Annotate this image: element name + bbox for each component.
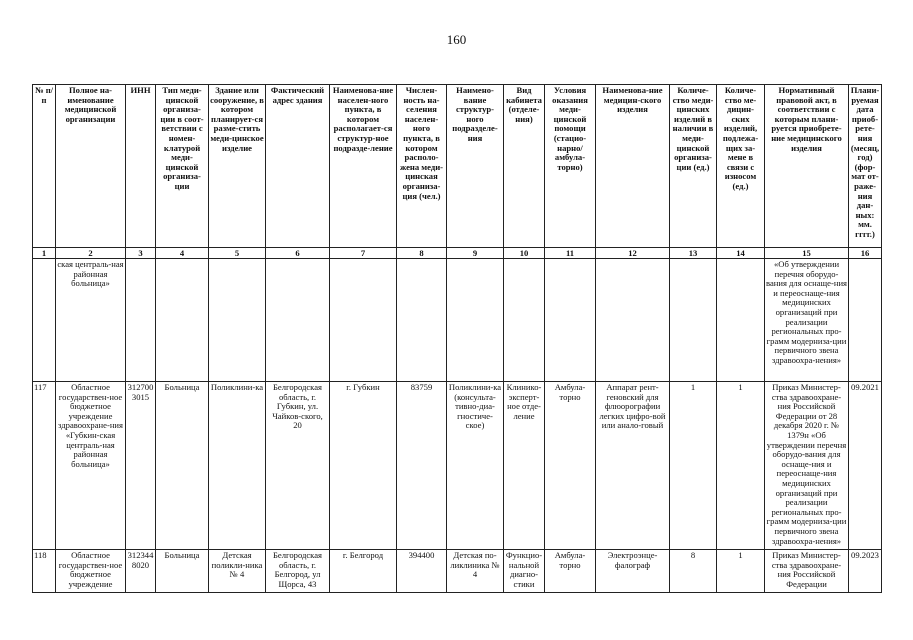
column-number-3: 3 (126, 248, 156, 259)
table-cell: 09.2023 (849, 550, 882, 593)
table-cell (545, 259, 596, 382)
header-row (33, 85, 882, 248)
table-cell (266, 259, 330, 382)
table-cell (397, 259, 447, 382)
table-cell (33, 259, 56, 382)
column-header-5: Здание или сооружение, в котором планирует-ся разме-стить меди-цинское изделие (209, 85, 266, 248)
table-cell: Белгородская область, г. Белгород, ул Щорса, 43 (266, 550, 330, 593)
table-cell (504, 259, 545, 382)
equipment-table (32, 84, 882, 593)
table-cell: Поликлини-ка (консульта-тивно-диа-гностиче-ское) (447, 382, 504, 550)
table-cell (209, 259, 266, 382)
table-cell: 1 (717, 382, 765, 550)
column-header-1: № п/п (33, 85, 56, 248)
table-cell: 3127003015 (126, 382, 156, 550)
column-header-13: Количе-ство меди-цинских изделий в наличии в меди-цинской организа-ции (ед.) (670, 85, 717, 248)
column-number-5: 5 (209, 248, 266, 259)
column-header-12: Наименова-ние медицин-ского изделия (596, 85, 670, 248)
table-cell (596, 259, 670, 382)
column-number-2: 2 (56, 248, 126, 259)
table-row (33, 259, 882, 382)
table-cell (156, 259, 209, 382)
table-cell: 8 (670, 550, 717, 593)
column-number-11: 11 (545, 248, 596, 259)
table-row (33, 550, 882, 593)
table-cell: Функцио-нальной диагно-стики (504, 550, 545, 593)
table-cell: Приказ Министер-ства здравоохране-ния Российской Федерации (765, 550, 849, 593)
page-number: 160 (446, 32, 467, 47)
column-header-8: Числен-ность на-селения населен-ного пункта, в котором располо-жена меди-цинская организа-ция (чел.) (397, 85, 447, 248)
column-header-6: Фактический адрес здания (266, 85, 330, 248)
column-header-11: Условия оказания меди-цинской помощи (стацио-нарно/ амбула-торно) (545, 85, 596, 248)
table-cell (330, 259, 397, 382)
column-number-6: 6 (266, 248, 330, 259)
column-header-15: Нормативный правовой акт, в соответствии с которым плани-руется приобрете-ние медицинского изделия (765, 85, 849, 248)
table-cell: Амбула-торно (545, 382, 596, 550)
table-cell: 1 (670, 382, 717, 550)
column-header-7: Наименова-ние населен-ного пункта, в котором располагает-ся структур-ное подразде-ление (330, 85, 397, 248)
table-cell (447, 259, 504, 382)
column-number-9: 9 (447, 248, 504, 259)
column-number-row (33, 248, 882, 259)
table-cell: г. Белгород (330, 550, 397, 593)
column-header-16: Плани-руемая дата приоб-рете-ния (месяц, год) (фор-мат от-раже-ния дан-ных: мм. гггг.) (849, 85, 882, 248)
table-cell: Клинико-эксперт-ное отде-ление (504, 382, 545, 550)
table-row (33, 382, 882, 550)
table-cell (849, 259, 882, 382)
table-cell: Электроэнце-фалограф (596, 550, 670, 593)
table-cell: «Об утверждении перечня оборудо-вания для оснаще-ния и переоснаще-ния медицинских организаций при реализации региональных про-грамм модерниза-ции первичного звена здравоохра-нения» (765, 259, 849, 382)
column-number-4: 4 (156, 248, 209, 259)
table-cell (670, 259, 717, 382)
column-number-10: 10 (504, 248, 545, 259)
table-cell: 117 (33, 382, 56, 550)
table-cell: г. Губкин (330, 382, 397, 550)
table-cell (126, 259, 156, 382)
table-cell (717, 259, 765, 382)
table-cell: Больница (156, 382, 209, 550)
table-cell: Областное государствен-ное бюджетное учреждение (56, 550, 126, 593)
table-cell: Поликлини-ка (209, 382, 266, 550)
column-number-16: 16 (849, 248, 882, 259)
column-header-4: Тип меди-цинской организа-ции в соот-ветствии с номен-клатурой меди-цинской организа-ции (156, 85, 209, 248)
column-number-13: 13 (670, 248, 717, 259)
column-header-2: Полное на-именование медицинской организации (56, 85, 126, 248)
table-cell: Детская по-ликлиника № 4 (447, 550, 504, 593)
column-number-14: 14 (717, 248, 765, 259)
table-cell: 394400 (397, 550, 447, 593)
table-cell: Приказ Министер-ства здравоохране-ния Российской Федерации от 28 декабря 2020 г. № 1379н «Об утверждении перечня оборудо-вания для оснаще-ния и переоснаще-ния медицинских организаций при реализации региональных про-грамм модерниза-ции первичного звена здравоохра-нения» (765, 382, 849, 550)
table-cell: 118 (33, 550, 56, 593)
column-header-10: Вид кабинета (отделе-ния) (504, 85, 545, 248)
table-cell: Детская поликли-ника № 4 (209, 550, 266, 593)
table-cell: 83759 (397, 382, 447, 550)
table-cell: Белгородская область, г. Губкин, ул. Чайков-ского, 20 (266, 382, 330, 550)
table-cell: Областное государствен-ное бюджетное учреждение здравоохране-ния «Губкин-ская централь-ная районная больница» (56, 382, 126, 550)
table-cell: 09.2021 (849, 382, 882, 550)
column-number-12: 12 (596, 248, 670, 259)
column-header-9: Наимено-вание структур-ного подразделе-ния (447, 85, 504, 248)
table-cell: Аппарат рент-геновский для флюорографии легких цифро-вой или анало-говый (596, 382, 670, 550)
column-header-3: ИНН (126, 85, 156, 248)
column-number-7: 7 (330, 248, 397, 259)
table-cell: Больница (156, 550, 209, 593)
column-number-15: 15 (765, 248, 849, 259)
column-number-1: 1 (33, 248, 56, 259)
table-cell: 1 (717, 550, 765, 593)
table-cell: ская централь-ная районная больница» (56, 259, 126, 382)
column-number-8: 8 (397, 248, 447, 259)
table-cell: 3123448020 (126, 550, 156, 593)
table-cell: Амбула-торно (545, 550, 596, 593)
column-header-14: Количе-ство ме-дицин-ских изделий, подлежа-щих за-мене в связи с износом (ед.) (717, 85, 765, 248)
